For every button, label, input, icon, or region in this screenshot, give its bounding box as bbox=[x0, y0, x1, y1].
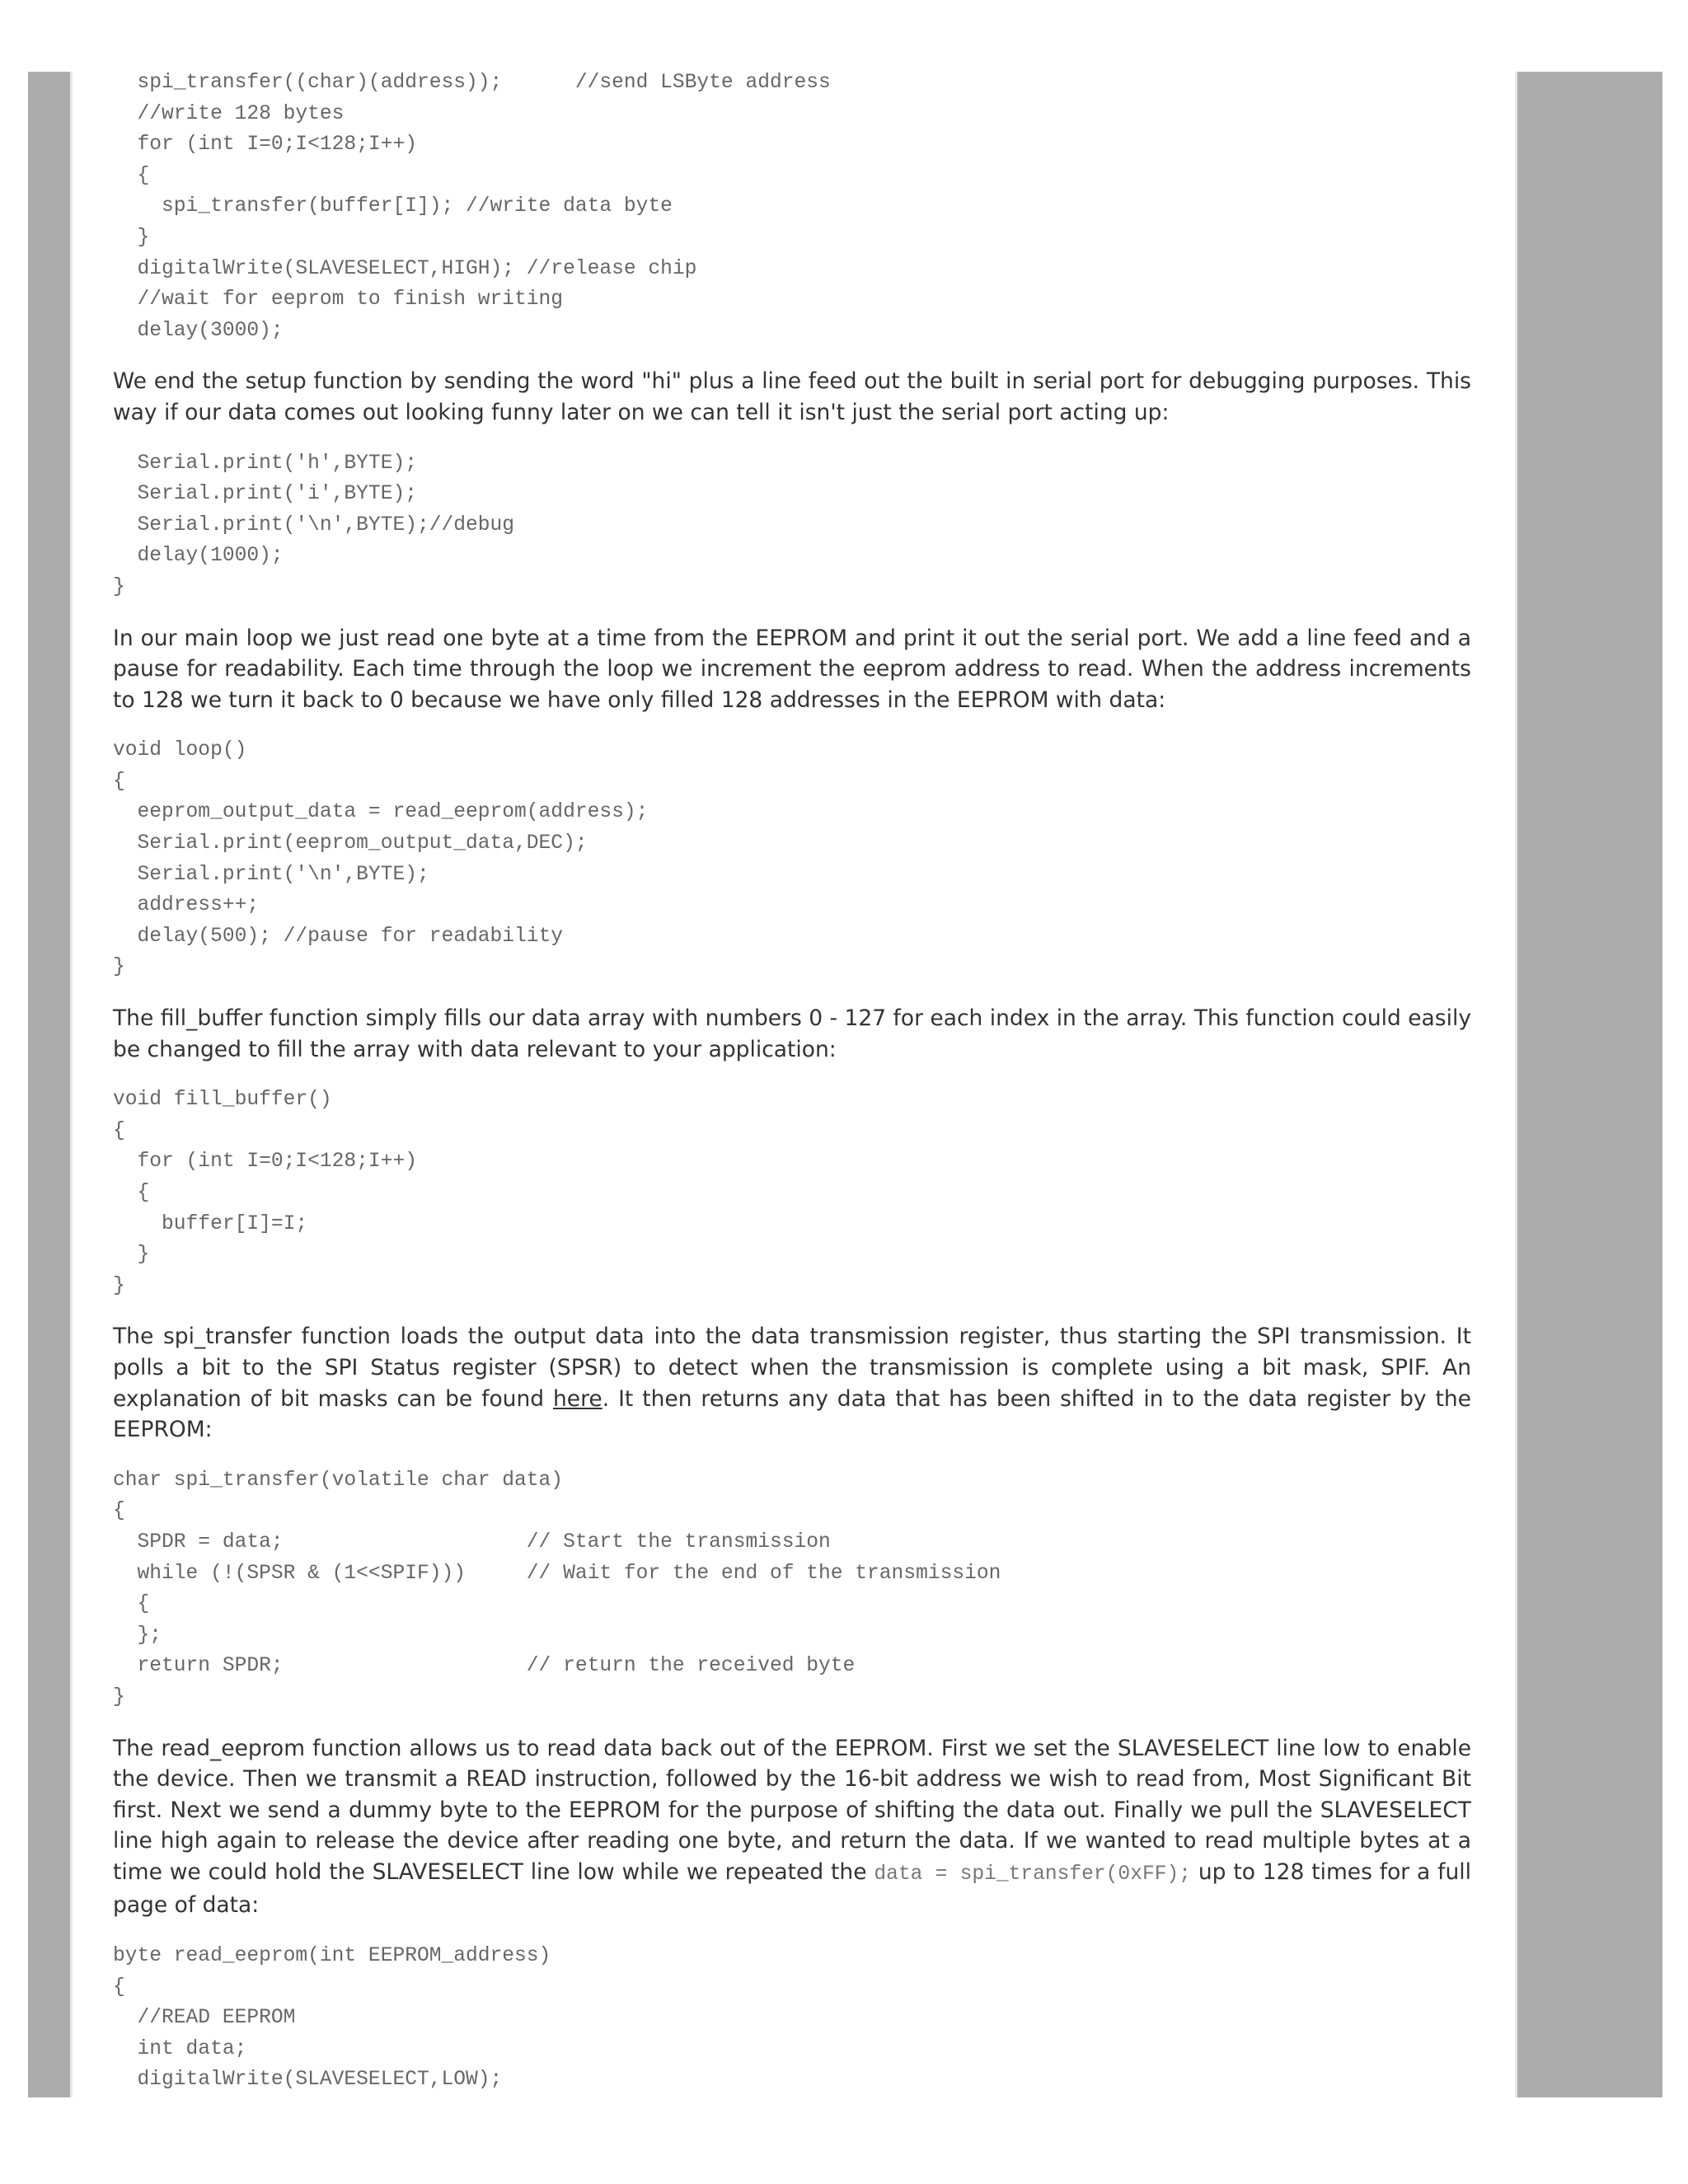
code-line: } bbox=[113, 1274, 125, 1297]
code-line: delay(500); //pause for readability bbox=[113, 925, 564, 948]
code-line: for (int I=0;I<128;I++) bbox=[113, 134, 417, 157]
code-block-loop bbox=[113, 735, 1471, 983]
code-line: Serial.print('i',BYTE); bbox=[113, 483, 417, 506]
paragraph-setup-end: We end the setup function by sending the word "hi" plus a line feed out the built in serial port for debugging purposes. This way if our data comes out looking funny later on we can tell it isn't just the serial port acting up: bbox=[113, 368, 1471, 425]
code-block-read-eeprom bbox=[113, 1941, 1471, 2096]
code-line: address++; bbox=[113, 894, 260, 917]
code-line: //READ EEPROM bbox=[113, 2007, 296, 2030]
code-line: SPDR = data; // Start the transmission bbox=[113, 1530, 831, 1554]
code-line: }; bbox=[113, 1624, 162, 1647]
code-line: } bbox=[113, 1685, 125, 1708]
code-line: } bbox=[113, 1244, 150, 1267]
code-line: } bbox=[113, 226, 150, 249]
code-line: { bbox=[113, 164, 150, 187]
code-line: void fill_buffer() bbox=[113, 1089, 332, 1112]
left-margin-bar bbox=[28, 72, 73, 2097]
code-line: { bbox=[113, 1593, 150, 1616]
code-line: char spi_transfer(volatile char data) bbox=[113, 1469, 564, 1492]
code-line: spi_transfer((char)(address)); //send LSByte address bbox=[113, 72, 831, 94]
code-line: } bbox=[113, 575, 125, 598]
paragraph-read-eeprom-text-2: up to 128 times for a full page of data: bbox=[113, 1858, 1471, 1919]
inline-code-spi-transfer-call: data = spi_transfer(0xFF); bbox=[874, 1863, 1191, 1886]
code-line: } bbox=[113, 956, 125, 979]
code-line: { bbox=[113, 1975, 125, 1999]
paragraph-main-loop: In our main loop we just read one byte at a time from the EEPROM and print it out the serial port. We add a line feed and a pause for readability. Each time through the loop we increment the eeprom address to read. When the address increments to 128 we turn it back to 0 because we have only filled 128 addresses in the EEPROM with data: bbox=[113, 625, 1471, 713]
article-content bbox=[113, 68, 1471, 2096]
code-line: return SPDR; // return the received byte bbox=[113, 1655, 856, 1678]
code-line: int data; bbox=[113, 2037, 247, 2060]
code-line: //write 128 bytes bbox=[113, 102, 345, 125]
code-block-serial-debug bbox=[113, 448, 1471, 603]
code-line: spi_transfer(buffer[I]); //write data byte bbox=[113, 195, 673, 218]
code-block-eeprom-write bbox=[113, 68, 1471, 346]
code-line: buffer[I]=I; bbox=[113, 1212, 308, 1235]
code-line: while (!(SPSR & (1<<SPIF))) // Wait for the end of the transmission bbox=[113, 1562, 1001, 1585]
paragraph-spi-transfer-text-2: . It then returns any data that has been shifted in to the data register by the EEPROM: bbox=[113, 1385, 1471, 1443]
paragraph-spi-transfer-text-1: The spi_transfer function loads the output data into the data transmission register, thus starting the SPI transmission. It polls a bit to the SPI Status register (SPSR) to detect when the transmission is complete using a bit mask, SPIF. An explanation of bit masks can be found bbox=[113, 1324, 1471, 1412]
code-line: digitalWrite(SLAVESELECT,HIGH); //release chip bbox=[113, 257, 697, 280]
code-line: Serial.print('\n',BYTE); bbox=[113, 863, 429, 886]
code-line: //wait for eeprom to finish writing bbox=[113, 288, 564, 312]
code-line: digitalWrite(SLAVESELECT,LOW); bbox=[113, 2069, 503, 2092]
paragraph-read-eeprom-text-1: The read_eeprom function allows us to read data back out of the EEPROM. First we set the SLAVESELECT line low to enable the device. Then we transmit a READ instruction, followed by the 16-bit address we wish to read from, Most Significant Bit first. Next we send a dummy byte to the EEPROM for the purpose of shifting the data out. Finally we pull the SLAVESELECT line high again to release the device after reading one byte, and return the data. If we wanted to read multiple bytes at a time we could hold the SLAVESELECT line low while we repeated the bbox=[113, 1735, 1471, 1885]
code-line: { bbox=[113, 1182, 150, 1204]
code-line: { bbox=[113, 770, 125, 793]
right-margin-bar bbox=[1515, 72, 1662, 2097]
code-line: Serial.print('h',BYTE); bbox=[113, 452, 417, 475]
paragraph-spi-transfer bbox=[113, 1321, 1471, 1445]
code-block-spi-transfer bbox=[113, 1465, 1471, 1713]
code-line: for (int I=0;I<128;I++) bbox=[113, 1151, 417, 1174]
bit-masks-link[interactable]: here bbox=[553, 1385, 603, 1412]
code-block-fill-buffer bbox=[113, 1085, 1471, 1301]
paragraph-fill-buffer: The fill_buffer function simply fills our data array with numbers 0 - 127 for each index in the array. This function could easily be changed to fill the array with data relevant to your application: bbox=[113, 1005, 1471, 1062]
code-line: eeprom_output_data = read_eeprom(address); bbox=[113, 801, 649, 824]
code-line: byte read_eeprom(int EEPROM_address) bbox=[113, 1945, 551, 1968]
code-line: Serial.print(eeprom_output_data,DEC); bbox=[113, 832, 588, 855]
code-line: Serial.print('\n',BYTE);//debug bbox=[113, 513, 515, 537]
paragraph-read-eeprom bbox=[113, 1733, 1471, 1922]
code-line: { bbox=[113, 1119, 125, 1142]
code-line: delay(3000); bbox=[113, 319, 284, 342]
code-line: delay(1000); bbox=[113, 545, 284, 568]
code-line: void loop() bbox=[113, 739, 247, 762]
code-line: { bbox=[113, 1500, 125, 1523]
